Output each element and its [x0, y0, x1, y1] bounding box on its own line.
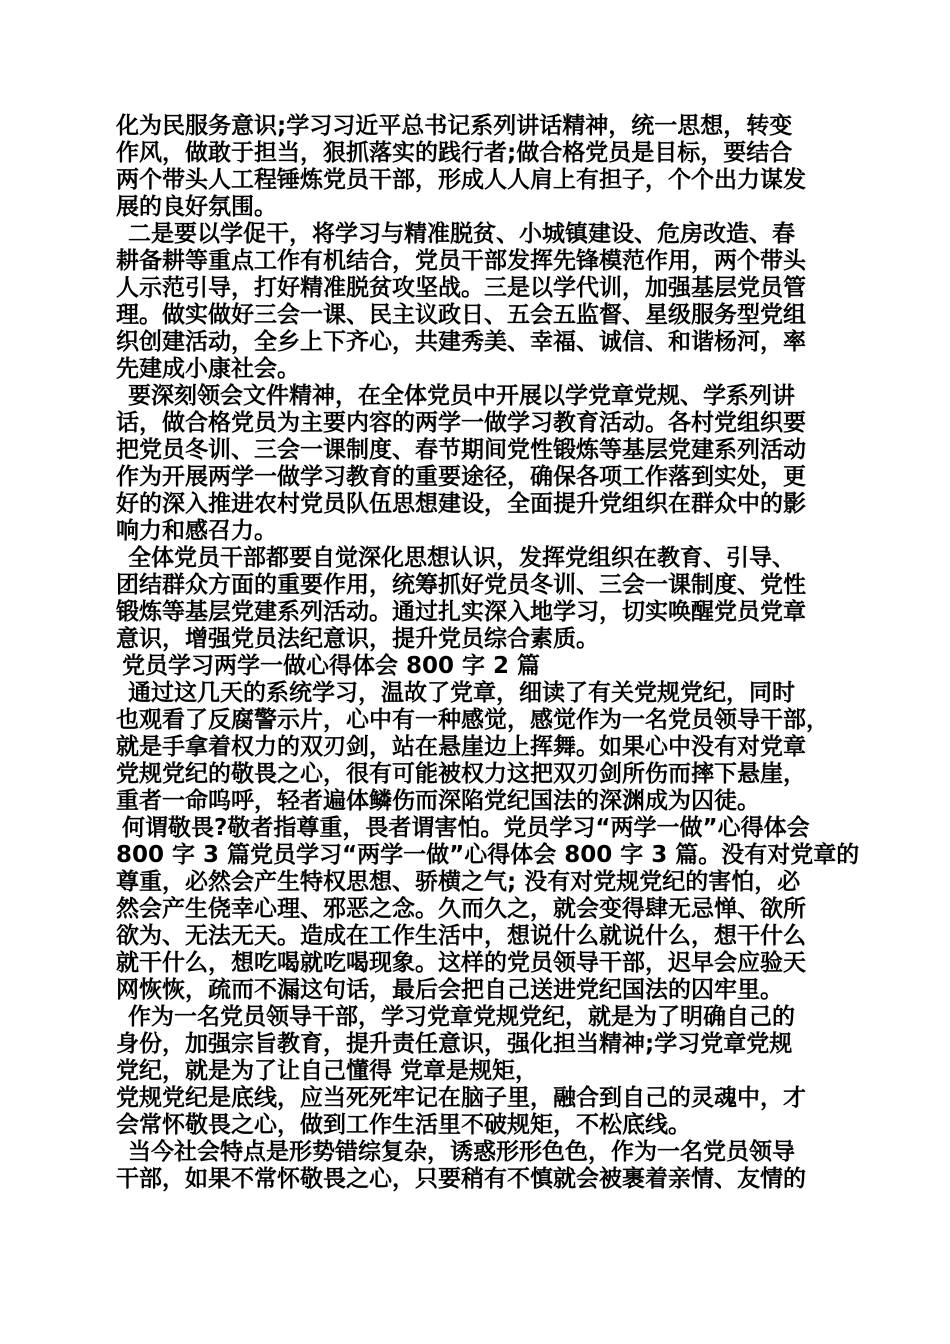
- text-line: 二是要以学促干，将学习与精准脱贫、小城镇建设、危房改造、春: [128, 221, 795, 247]
- document-body: [116, 113, 860, 1193]
- text-line: 当今社会特点是形势错综复杂，诱惑形形色色，作为一名党员领导: [128, 1139, 795, 1165]
- text-line: 作为一名党员领导干部，学习党章党规党纪，就是为了明确自己的: [128, 1004, 795, 1030]
- text-line: 作为开展两学一做学习教育的重要途径，确保各项工作落到实处，更: [116, 464, 806, 490]
- text-line: 然会产生侥幸心理、邪恶之念。久而久之，就会变得肆无忌惮、欲所: [116, 896, 806, 922]
- text-line: 会常怀敬畏之心，做到工作生活里不破规矩，不松底线。: [116, 1112, 691, 1138]
- text-line: 800 字 3 篇党员学习“两学一做”心得体会 800 字 3 篇。没有对党章的: [116, 842, 860, 868]
- text-line: 意识，增强党员法纪意识，提升党员综合素质。: [116, 626, 599, 652]
- text-line: 通过这几天的系统学习，温故了党章，细读了有关党规党纪，同时: [128, 680, 795, 706]
- text-line: 话，做合格党员为主要内容的两学一做学习教育活动。各村党组织要: [116, 410, 806, 436]
- section-heading: 党员学习两学一做心得体会 800 字 2 篇: [122, 653, 541, 679]
- text-line: 也观看了反腐警示片，心中有一种感觉，感觉作为一名党员领导干部，: [116, 707, 829, 733]
- text-line: 化为民服务意识;学习习近平总书记系列讲话精神，统一思想，转变: [116, 113, 793, 139]
- text-line: 先建成小康社会。: [116, 356, 300, 382]
- text-line: 响力和感召力。: [116, 518, 277, 544]
- text-line: 团结群众方面的重要作用，统筹抓好党员冬训、三会一课制度、党性: [116, 572, 806, 598]
- text-line: 展的良好氛围。: [116, 194, 277, 220]
- text-line: 耕备耕等重点工作有机结合，党员干部发挥先锋模范作用，两个带头: [116, 248, 806, 274]
- text-line: 重者一命呜呼，轻者遍体鳞伤而深陷党纪国法的深渊成为囚徒。: [116, 788, 760, 814]
- text-line: 把党员冬训、三会一课制度、春节期间党性锻炼等基层党建系列活动: [116, 437, 806, 463]
- text-line: 欲为、无法无天。造成在工作生活中，想说什么就说什么，想干什么: [116, 923, 806, 949]
- text-line: 全体党员干部都要自觉深化思想认识，发挥党组织在教育、引导、: [128, 545, 795, 571]
- text-line: 好的深入推进农村党员队伍思想建设，全面提升党组织在群众中的影: [116, 491, 806, 517]
- text-line: 人示范引导，打好精准脱贫攻坚战。三是以学代训，加强基层党员管: [116, 275, 806, 301]
- text-line: 就是手拿着权力的双刃剑，站在悬崖边上挥舞。如果心中没有对党章: [116, 734, 806, 760]
- text-line: 织创建活动，全乡上下齐心，共建秀美、幸福、诚信、和谐杨河，率: [116, 329, 806, 355]
- text-line: 理。做实做好三会一课、民主议政日、五会五监督、星级服务型党组: [116, 302, 806, 328]
- text-line: 党规党纪的敬畏之心，很有可能被权力这把双刃剑所伤而摔下悬崖，: [116, 761, 806, 787]
- text-line: 尊重，必然会产生特权思想、骄横之气; 没有对党规党纪的害怕，必: [116, 869, 801, 895]
- text-line: 何谓敬畏?敬者指尊重，畏者谓害怕。党员学习“两学一做”心得体会: [122, 815, 810, 841]
- text-line: 要深刻领会文件精神，在全体党员中开展以学党章党规、学系列讲: [128, 383, 795, 409]
- text-line: 锻炼等基层党建系列活动。通过扎实深入地学习，切实唤醒党员党章: [116, 599, 806, 625]
- text-line: 身份，加强宗旨教育，提升责任意识，强化担当精神;学习党章党规: [116, 1031, 793, 1057]
- text-line: 党规党纪是底线，应当死死牢记在脑子里，融合到自己的灵魂中，才: [116, 1085, 806, 1111]
- text-line: 党纪，就是为了让自己懂得 党章是规矩，: [116, 1058, 539, 1084]
- text-line: 作风，做敢于担当，狠抓落实的践行者;做合格党员是目标，要结合: [116, 140, 793, 166]
- text-line: 干部，如果不常怀敬畏之心，只要稍有不慎就会被裹着亲情、友情的: [116, 1166, 806, 1192]
- text-line: 就干什么，想吃喝就吃喝现象。这样的党员领导干部，迟早会应验天: [116, 950, 806, 976]
- text-line: 两个带头人工程锤炼党员干部，形成人人肩上有担子，个个出力谋发: [116, 167, 806, 193]
- text-line: 网恢恢，疏而不漏这句话，最后会把自己送进党纪国法的囚牢里。: [116, 977, 783, 1003]
